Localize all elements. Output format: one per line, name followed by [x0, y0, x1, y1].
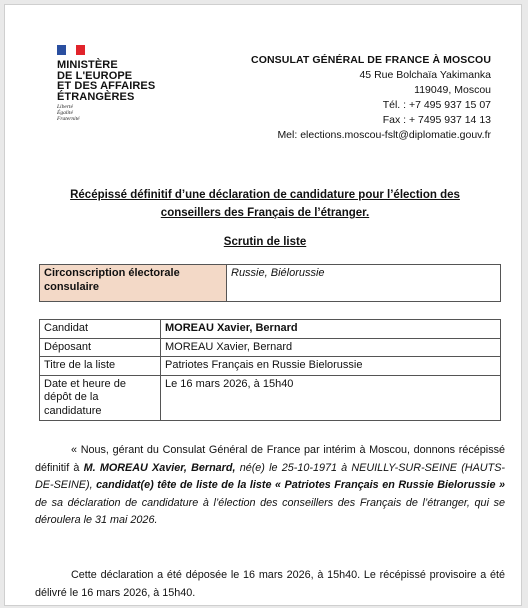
french-flag-icon — [57, 45, 85, 55]
ministry-logo — [57, 45, 177, 122]
motto-line: Fraternité — [57, 116, 80, 122]
document-title — [45, 186, 485, 222]
ministry-line: MINISTÈRE — [57, 59, 118, 71]
deposit-paragraph — [35, 567, 505, 602]
republic-motto — [57, 104, 177, 122]
consulate-address-block — [251, 53, 491, 143]
candidate-details-table — [39, 319, 501, 421]
paragraph-text: « Nous, gérant du Consulat Général de France par intérim à Moscou, donnons récépissé définitif à — [35, 444, 505, 474]
document-page — [4, 4, 522, 606]
table-row — [40, 320, 501, 339]
circonscription-value: Russie, Biélorussie — [227, 265, 501, 302]
paragraph-text: Cette déclaration a été déposée le 16 mars 2026, à 15h40. Le récépissé provisoire a été délivré le 16 mars 2026, à 15h40. — [35, 569, 505, 599]
circonscription-label: Circonscription électorale consulaire — [40, 265, 227, 302]
consulate-name: CONSULAT GÉNÉRAL DE FRANCE À MOSCOU — [251, 54, 491, 66]
detail-label: Date et heure de dépôt de la candidature — [40, 375, 161, 421]
phone-number: Tél. : +7 495 937 15 07 — [382, 99, 491, 111]
table-row — [40, 357, 501, 376]
table-row — [40, 375, 501, 421]
address-city: 119049, Moscou — [414, 84, 491, 96]
candidate-role: candidat(e) tête de liste de la liste « Patriotes Français en Russie Bielorussie » — [96, 479, 505, 491]
paragraph-text: de sa déclaration de candidature à l’élection des conseillers des Français de l’étranger, qui se déroulera le 31 mai 2026. — [35, 496, 505, 526]
title-line: conseillers des Français de l’étranger. — [160, 207, 370, 219]
ministry-line: ET DES AFFAIRES — [57, 80, 156, 92]
detail-value: Le 16 mars 2026, à 15h40 — [161, 375, 501, 421]
candidate-name: M. MOREAU Xavier, Bernard, — [83, 461, 236, 474]
ministry-line: ÉTRANGÈRES — [57, 90, 135, 103]
detail-label: Déposant — [40, 338, 161, 357]
table-row — [40, 338, 501, 357]
detail-value: MOREAU Xavier, Bernard — [161, 338, 501, 357]
motto-line: Égalité — [57, 110, 73, 116]
table-row — [40, 265, 501, 302]
document-subtitle: Scrutin de liste — [223, 236, 307, 248]
detail-label: Candidat — [40, 320, 161, 339]
paragraph-text: né(e) le 25-10-1971 à NEUILLY-SUR-SEINE (HAUTS-DE-SEINE), — [35, 461, 505, 491]
detail-label: Titre de la liste — [40, 357, 161, 376]
title-line: Récépissé définitif d’une déclaration de candidature pour l’élection des — [70, 189, 460, 201]
detail-value: MOREAU Xavier, Bernard — [161, 320, 501, 339]
ministry-line: DE L'EUROPE — [57, 69, 133, 82]
email-address: Mel: elections.moscou-fslt@diplomatie.gouv.fr — [277, 129, 491, 141]
circonscription-table — [39, 264, 501, 302]
motto-line: Liberté — [57, 104, 73, 110]
detail-value: Patriotes Français en Russie Bielorussie — [161, 357, 501, 376]
ministry-name — [57, 60, 177, 102]
address-street: 45 Rue Bolchaïa Yakimanka — [359, 69, 491, 81]
receipt-paragraph — [35, 442, 505, 530]
fax-number: Fax : + 7495 937 14 13 — [382, 114, 491, 126]
